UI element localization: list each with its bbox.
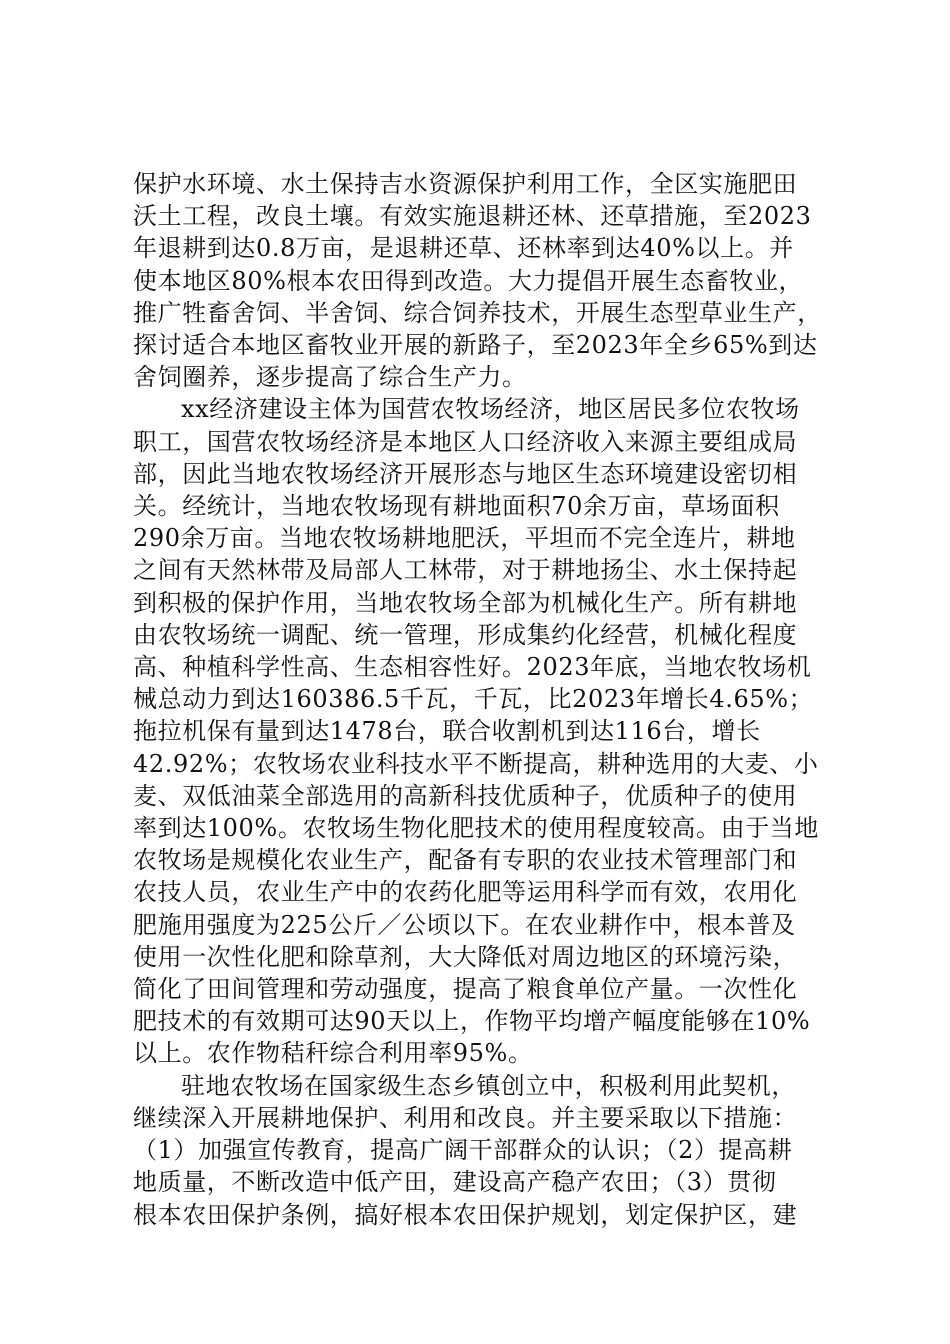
text-line: 肥技术的有效期可达90天以上，作物平均增产幅度能够在10% bbox=[133, 1007, 811, 1036]
text-line: 舍饲圈养，逐步提高了综合生产力。 bbox=[133, 363, 527, 392]
text-line: 沃土工程，改良土壤。有效实施退耕还林、还草措施，至2023 bbox=[133, 202, 812, 231]
text-line: 简化了田间管理和劳动强度，提高了粮食单位产量。一次性化 bbox=[133, 975, 798, 1004]
text-line: 根本农田保护条例，搞好根本农田保护规划，划定保护区，建 bbox=[133, 1200, 798, 1229]
text-line: 由农牧场统一调配、统一管理，形成集约化经营，机械化程度 bbox=[133, 620, 798, 649]
text-line: 械总动力到达160386.5千瓦，千瓦，比2023年增长4.65%； bbox=[133, 685, 814, 714]
text-line: 之间有天然林带及局部人工林带，对于耕地扬尘、水土保持起 bbox=[133, 556, 798, 585]
text-line: 肥施用强度为225公斤／公顷以下。在农业耕作中，根本普及 bbox=[133, 910, 796, 939]
text-line: 42.92%；农牧场农业科技水平不断提高，耕种选用的大麦、小 bbox=[133, 749, 819, 778]
paragraph-2 bbox=[133, 393, 833, 1069]
text-line: 麦、双低油菜全部选用的高新科技优质种子，优质种子的使用 bbox=[133, 781, 798, 810]
text-line: 拖拉机保有量到达1478台，联合收割机到达116台，增长 bbox=[133, 717, 761, 746]
text-line: 到积极的保护作用，当地农牧场全部为机械化生产。所有耕地 bbox=[133, 588, 798, 617]
text-line: 290余万亩。当地农牧场耕地肥沃，平坦而不完全连片，耕地 bbox=[133, 524, 796, 553]
text-line: 率到达100%。农牧场生物化肥技术的使用程度较高。由于当地 bbox=[133, 814, 820, 843]
text-line: 驻地农牧场在国家级生态乡镇创立中，积极利用此契机， bbox=[181, 1071, 796, 1100]
text-line: 职工，国营农牧场经济是本地区人口经济收入来源主要组成局 bbox=[133, 427, 798, 456]
text-line: 地质量，不断改造中低产田，建设高产稳产农田；（3）贯彻 bbox=[133, 1168, 777, 1197]
text-line: 推广牲畜舍饲、半舍饲、综合饲养技术，开展生态型草业生产， bbox=[133, 298, 822, 327]
text-line: 农技人员，农业生产中的农药化肥等运用科学而有效，农用化 bbox=[133, 878, 798, 907]
text-line: xx经济建设主体为国营农牧场经济，地区居民多位农牧场 bbox=[181, 395, 800, 424]
paragraph-3 bbox=[133, 1070, 833, 1231]
text-line: 农牧场是规模化农业生产，配备有专职的农业技术管理部门和 bbox=[133, 846, 798, 875]
text-line: （1）加强宣传教育，提高广阔干部群众的认识；（2）提高耕 bbox=[133, 1136, 793, 1165]
text-line: 使用一次性化肥和除草剂，大大降低对周边地区的环境污染， bbox=[133, 942, 798, 971]
text-line: 继续深入开展耕地保护、利用和改良。并主要采取以下措施： bbox=[133, 1103, 798, 1132]
paragraph-1 bbox=[133, 168, 833, 393]
text-line: 高、种植科学性高、生态相容性好。2023年底，当地农牧场机 bbox=[133, 653, 812, 682]
body-text bbox=[133, 168, 833, 1231]
text-line: 保护水环境、水土保持吉水资源保护利用工作，全区实施肥田 bbox=[133, 170, 798, 198]
text-line: 使本地区80%根本农田得到改造。大力提倡开展生态畜牧业， bbox=[133, 266, 804, 295]
text-line: 年退耕到达0.8万亩，是退耕还草、还林率到达40%以上。并 bbox=[133, 234, 794, 263]
text-line: 以上。农作物秸秆综合利用率95%。 bbox=[133, 1039, 533, 1068]
text-line: 关。经统计，当地农牧场现有耕地面积70余万亩，草场面积 bbox=[133, 492, 780, 521]
text-line: 探讨适合本地区畜牧业开展的新路子，至2023年全乡65%到达 bbox=[133, 331, 818, 360]
text-line: 部，因此当地农牧场经济开展形态与地区生态环境建设密切相 bbox=[133, 459, 798, 488]
